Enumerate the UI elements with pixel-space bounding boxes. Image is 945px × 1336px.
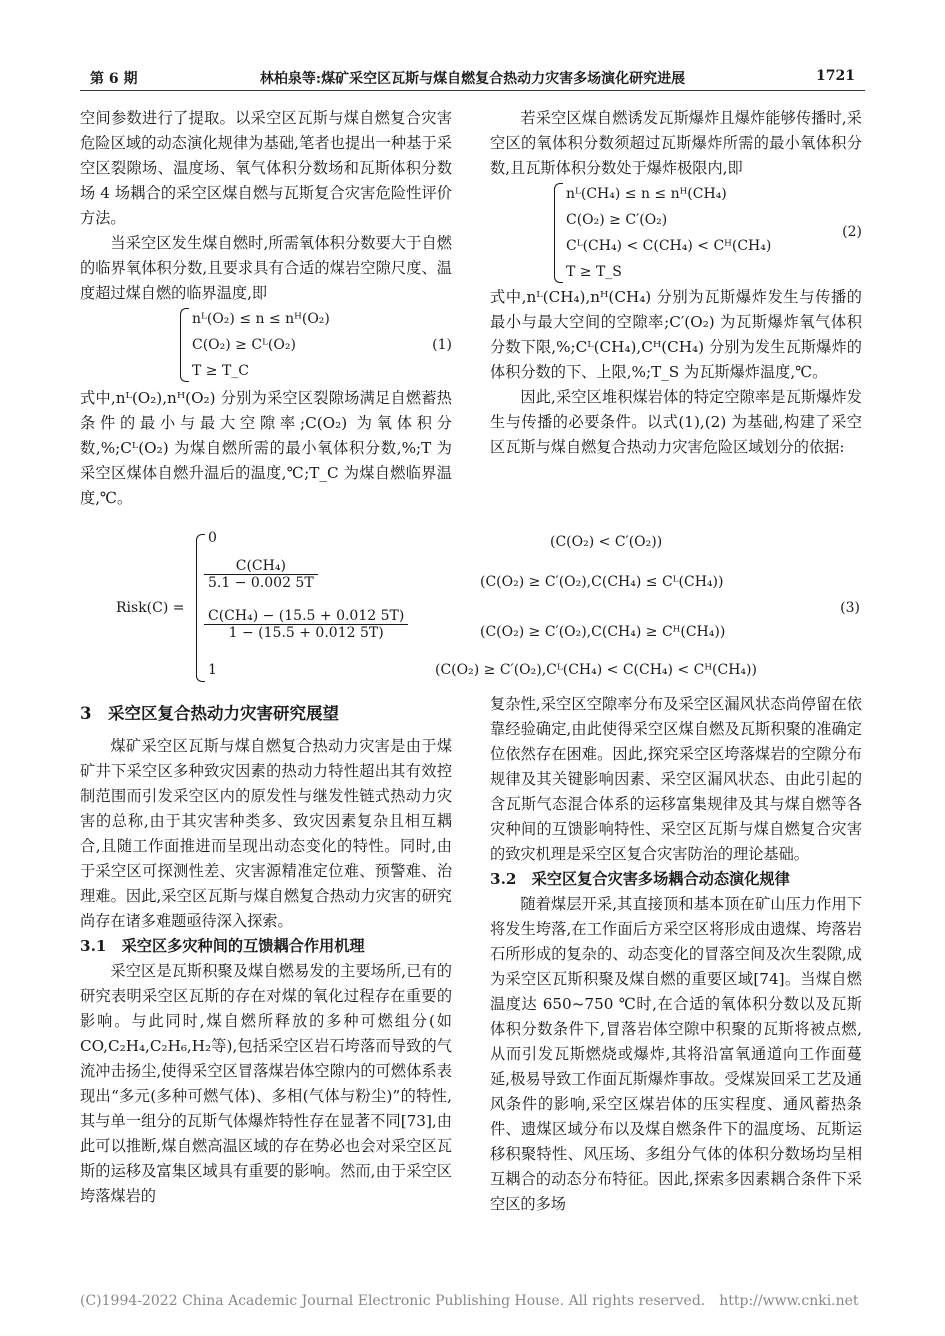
issue-label: 第 6 期 (90, 71, 138, 87)
equation-3 (80, 530, 870, 690)
equation-line: nᴸ(O₂) ≤ n ≤ nᴴ(O₂) (192, 311, 330, 327)
paragraph: 当采空区发生煤自燃时,所需氧体积分数要大于自燃的临界氧体积分数,且要求具有合适的煤岩空隙尺度、温度超过煤自燃的临界温度,即 (80, 234, 452, 302)
running-title: 林柏泉等:煤矿采空区瓦斯与煤自燃复合热动力灾害多场演化研究进展 (259, 71, 686, 87)
equation-number: (3) (840, 600, 860, 616)
paragraph: 随着煤层开采,其直接顶和基本顶在矿山压力作用下将发生垮落,在工作面后方采空区将形成由遗煤、垮落岩石所形成的复杂的、动态变化的冒落空间及次生裂隙,成为采空区瓦斯积聚及煤自燃的重要区域[74]。当煤自燃温度达 650~750 ℃时,在合适的氧体积分数以及瓦斯体积分数条件下,冒落岩体空隙中积聚的瓦斯将被点燃,从而引发瓦斯燃烧或爆炸,其将沿富氧通道向工作面蔓延,极易导致工作面瓦斯爆炸事故。受煤炭回采工艺及通风条件的影响,采空区煤岩体的压实程度、通风蓄热条件、遗煤区域分布以及煤自燃条件下的温度场、瓦斯运移积聚特性、风压场、多组分气体的体积分数场均呈相互耦合的动态分布特征。因此,探索多因素耦合条件下采空区的多场 (490, 895, 862, 1213)
subsection-heading: 3.2 采空区复合灾害多场耦合动态演化规律 (490, 870, 790, 888)
equation-line: C(O₂) ≥ C′(O₂) (566, 212, 668, 228)
fraction-denominator: 1 − (15.5 + 0.012 5T) (204, 624, 408, 641)
copyright-footer: (C)1994-2022 China Academic Journal Electronic Publishing House. All rights reserved. http://www.cnki.net (80, 1293, 859, 1309)
left-column-top (80, 106, 452, 511)
page-number: 1721 (816, 68, 855, 84)
case-fraction (204, 608, 408, 641)
paragraph: 若采空区煤自燃诱发瓦斯爆炸且爆炸能够传播时,采空区的氧体积分数须超过瓦斯爆炸所需的最小氧体积分数,且瓦斯体积分数处于爆炸极限内,即 (490, 109, 862, 177)
equation-line: T ≥ T_S (566, 264, 622, 280)
fraction-denominator: 5.1 − 0.002 5T (204, 574, 318, 591)
equation-number: (1) (432, 337, 452, 353)
equation-number: (2) (842, 224, 862, 240)
left-column-bottom (80, 700, 452, 1209)
paragraph: 煤矿采空区瓦斯与煤自燃复合热动力灾害是由于煤矿井下采空区多种致灾因素的热动力特性超出其有效控制范围而引发采空区内的原发性与继发性链式热动力灾害的总称,由于其灾害种类多、致灾因素复杂且相互耦合,且随工作面推进而呈现出动态变化的特性。同时,由于采空区可探测性差、灾害源精准定位难、预警难、治理难。因此,采空区瓦斯与煤自燃复合热动力灾害的研究尚存在诸多难题亟待深入探索。 (80, 737, 452, 930)
paragraph: 式中,nᴸ(O₂),nᴴ(O₂) 分别为采空区裂隙场满足自燃蓄热条件的最小与最大空隙率;C(O₂) 为氧体积分数,%;Cᴸ(O₂) 为煤自燃所需的最小氧体积分数,%;T 为采空区煤体自燃升温后的温度,℃;T_C 为煤自燃临界温度,℃。 (80, 389, 452, 507)
section-heading: 3 采空区复合热动力灾害研究展望 (80, 704, 339, 723)
case-fraction (204, 558, 318, 591)
equation-line: C(O₂) ≥ Cᴸ(O₂) (192, 337, 296, 353)
paragraph: 采空区是瓦斯积聚及煤自燃易发的主要场所,已有的研究表明采空区瓦斯的存在对煤的氧化过程存在重要的影响。与此同时,煤自燃所释放的多种可燃组分(如 CO,C₂H₄,C₂H₆,H₂等),包括采空区岩石垮落而导致的气流冲击扬尘,使得采空区冒落煤岩体空隙内的可燃体系表现出“多元(多种可燃气体)、多相(气体与粉尘)”的特性,其与单一组分的瓦斯气体爆炸特性存在显著不同[73],由此可以推断,煤自燃高温区域的存在势必也会对采空区瓦斯的运移及富集区域具有重要的影响。然而,由于采空区垮落煤岩的 (80, 962, 452, 1205)
paragraph: 式中,nᴸ(CH₄),nᴴ(CH₄) 分别为瓦斯爆炸发生与传播的最小与最大空间的空隙率;C′(O₂) 为瓦斯爆炸氧气体积分数下限,%;Cᴸ(CH₄),Cᴴ(CH₄) 分别为发生瓦斯爆炸的体积分数的下、上限,%;T_S 为瓦斯爆炸温度,℃。 (490, 288, 862, 381)
right-column-top (490, 106, 862, 460)
right-column-bottom (490, 692, 862, 1217)
equation-brace (180, 308, 189, 382)
case-condition: (C(O₂) ≥ C′(O₂),Cᴸ(CH₄) < C(CH₄) < Cᴴ(CH₄)) (435, 662, 757, 678)
fraction-numerator: C(CH₄) − (15.5 + 0.012 5T) (208, 608, 405, 624)
fraction-numerator: C(CH₄) (235, 558, 286, 574)
case-value: 1 (208, 662, 217, 678)
equation-line: nᴸ(CH₄) ≤ n ≤ nᴴ(CH₄) (566, 186, 727, 202)
equation-brace (554, 183, 563, 283)
paragraph: 因此,采空区堆积煤岩体的特定空隙率是瓦斯爆炸发生与传播的必要条件。以式(1),(2) 为基础,构建了采空区瓦斯与煤自燃复合热动力灾害危险区域划分的依据: (490, 388, 862, 456)
subsection-heading: 3.1 采空区多灾种间的互馈耦合作用机理 (80, 937, 365, 955)
equation-line: T ≥ T_C (192, 363, 250, 379)
case-value: 0 (208, 530, 217, 546)
equation-label: Risk(C) = (116, 600, 185, 616)
paragraph: 复杂性,采空区空隙率分布及采空区漏风状态尚停留在依靠经验确定,由此使得采空区煤自燃及瓦斯积聚的准确定位依然存在困难。因此,探究采空区垮落煤岩的空隙分布规律及其关键影响因素、采空区漏风状态、由此引起的含瓦斯气态混合体系的运移富集规律及其与煤自燃等各灾种间的互馈影响特性、采空区瓦斯与煤自燃复合灾害的致灾机理是采空区复合灾害防治的理论基础。 (490, 695, 862, 863)
case-condition: (C(O₂) < C′(O₂)) (550, 534, 663, 550)
case-condition: (C(O₂) ≥ C′(O₂),C(CH₄) ≤ Cᴸ(CH₄)) (480, 574, 724, 590)
running-header (80, 66, 865, 91)
equation-line: Cᴸ(CH₄) < C(CH₄) < Cᴴ(CH₄) (566, 238, 772, 254)
paragraph: 空间参数进行了提取。以采空区瓦斯与煤自燃复合灾害危险区域的动态演化规律为基础,笔者也提出一种基于采空区裂隙场、温度场、氧气体积分数场和瓦斯体积分数场 4 场耦合的采空区煤自燃与瓦斯复合灾害危险性评价方法。 (80, 109, 452, 227)
equation-2 (490, 181, 862, 285)
equation-1 (80, 306, 452, 386)
case-condition: (C(O₂) ≥ C′(O₂),C(CH₄) ≥ Cᴴ(CH₄)) (480, 624, 726, 640)
